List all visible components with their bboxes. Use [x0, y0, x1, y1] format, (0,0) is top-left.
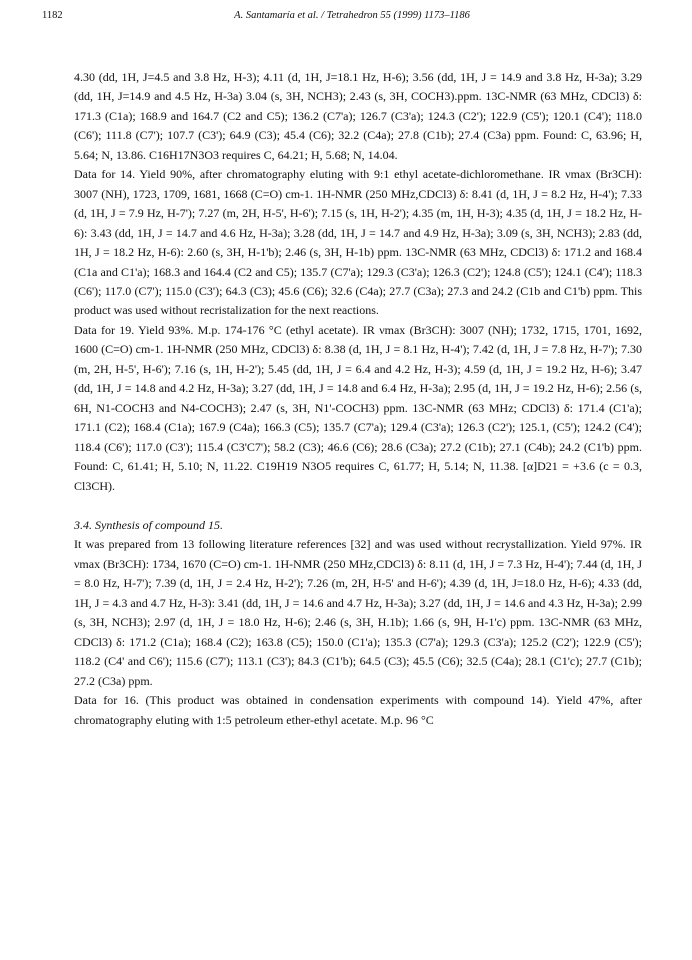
section-spacer	[74, 496, 642, 516]
running-title: A. Santamaría et al. / Tetrahedron 55 (1999) 1173–1186	[234, 10, 470, 21]
paragraph-compound-16-data: Data for 16. (This product was obtained in condensation experiments with compound 14). Yield 47%, after chromatography eluting with 1:5 petroleum ether-ethyl acetate. M.p. 96 °C	[74, 693, 642, 727]
page-header	[42, 10, 662, 26]
paragraph-compound-19-data: Data for 19. Yield 93%. M.p. 174-176 °C (ethyl acetate). IR νmax (Br3CH): 3007 (NH); 1732, 1715, 1701, 1692, 1600 (C=O) cm-1. 1H-NMR (250 MHz, CDCl3) δ: 8.38 (d, 1H, J = 8.1 Hz, H-4'); 7.42 (d, 1H, J = 7.8 Hz, H-7'); 7.30 (m, 2H, H-5', H-6'); 7.16 (s, 1H, H-2'); 5.45 (dd, 1H, J = 6.4 and 4.2 Hz, H-3); 4.59 (d, 1H, J = 19.2 Hz, H-6); 3.47 (dd, 1H, J = 14.8 and 4.2 Hz, H-3a); 3.27 (dd, 1H, J = 14.8 and 6.4 Hz, H-3a); 2.95 (d, 1H, J = 19.2 Hz, H-6); 2.56 (s, 6H, N1-COCH3 and N4-COCH3); 2.47 (s, 3H, N1'-COCH3) ppm. 13C-NMR (63 MHz; CDCl3) δ: 171.4 (C1'a); 171.1 (C2); 168.4 (C1a); 167.9 (C4a); 166.3 (C5); 135.7 (C7'a); 129.4 (C3'a); 126.3 (C2'); 125.1, (C5'); 124.2 (C4'); 118.4 (C6'); 117.0 (C3'); 115.4 (C3'C7'); 58.2 (C3); 46.6 (C6); 28.6 (C3a); 27.2 (C1b); 27.1 (C4b); 24.2 (C1'b) ppm. Found: C, 61.41; H, 5.10; N, 11.22. C19H19 N3O5 requires C, 61.77; H, 5.14; N, 11.38. [α]D21 = +3.6 (c = 0.3, Cl3CH).	[74, 322, 642, 493]
paragraph-compound-15-synthesis: It was prepared from 13 following literature references [32] and was used without recrystallization. Yield 97%. IR νmax (Br3CH): 1734, 1670 (C=O) cm-1. 1H-NMR (250 MHz,CDCl3) δ: 8.11 (d, 1H, J = 7.3 Hz, H-4'); 7.44 (d, 1H, J = 8.0 Hz, H-7'); 7.39 (d, 1H, J = 2.4 Hz, H-2'); 7.26 (m, 2H, H-5' and H-6'); 4.39 (d, 1H, J=18.0 Hz, H-6); 4.33 (dd, 1H, J = 4.3 and 4.7 Hz, H-3): 3.41 (dd, 1H, J = 14.6 and 4.7 Hz, H-3a); 3.27 (dd, 1H, J = 14.6 and 4.3 Hz, H-3a); 2.99 (s, 3H, NCH3); 2.97 (d, 1H, J = 18.0 Hz, H-6); 2.46 (s, 3H, H.1b); 1.66 (s, 9H, H-1'c) ppm. 13C-NMR (63 MHz, CDCl3) δ: 171.2 (C1a); 168.4 (C2); 163.8 (C5); 150.0 (C1'a); 135.3 (C7'a); 129.3 (C3'a); 125.2 (C2'); 122.9 (C5'); 118.2 (C4' and C6'); 115.6 (C7'); 113.1 (C3'); 84.3 (C1'b); 64.5 (C3); 45.5 (C6); 32.5 (C4a); 28.1 (C1'c); 27.7 (C1b); 27.2 (C3a) ppm.	[74, 537, 642, 688]
body-text	[74, 68, 642, 730]
paragraph-compound-13-data: 4.30 (dd, 1H, J=4.5 and 3.8 Hz, H-3); 4.11 (d, 1H, J=18.1 Hz, H-6); 3.56 (dd, 1H, J = 14.9 and 3.8 Hz, H-3a); 3.29 (dd, 1H, J=14.9 and 4.5 Hz, H-3a) 3.04 (s, 3H, NCH3); 2.43 (s, 3H, COCH3).ppm. 13C-NMR (63 MHz, CDCl3) δ: 171.3 (C1a); 168.9 and 164.7 (C2 and C5); 136.2 (C7'a); 126.7 (C3'a); 124.3 (C2'); 122.9 (C5'); 120.1 (C4'); 118.0 (C6'); 111.8 (C7'); 107.7 (C3'); 64.9 (C3); 45.4 (C6); 32.2 (C4a); 27.8 (C1b); 27.4 (C3a) ppm. Found: C, 63.96; H, 5.64; N, 13.86. C16H17N3O3 requires C, 64.21; H, 5.68; N, 14.04.	[74, 70, 642, 162]
paragraph-compound-14-data: Data for 14. Yield 90%, after chromatography eluting with 9:1 ethyl acetate-dichloromethane. IR νmax (Br3CH): 3007 (NH), 1723, 1709, 1681, 1668 (C=O) cm-1. 1H-NMR (250 MHz,CDCl3) δ: 8.41 (d, 1H, J = 8.2 Hz, H-4'); 7.33 (d, 1H, J = 7.9 Hz, H-7'); 7.27 (m, 2H, H-5', H-6'); 7.15 (s, 1H, H-2'); 4.35 (m, 1H, H-3); 4.35 (d, 1H, J = 18.2 Hz, H-6): 3.43 (dd, 1H, J = 14.7 and 4.6 Hz, H-3a); 3.28 (dd, 1H, J = 14.7 and 4.9 Hz, H-3a); 3.09 (s, 3H, NCH3); 2.83 (dd, 1H, J = 18.2 Hz, H-6): 2.60 (s, 3H, H-1'b); 2.46 (s, 3H, H-1b) ppm. 13C-NMR (63 MHz, CDCl3) δ: 171.2 and 168.4 (C1a and C1'a); 168.3 and 164.4 (C2 and C5); 135.7 (C7'a); 129.3 (C3'a); 126.3 (C2'); 124.8 (C5'); 124.1 (C4'); 118.3 (C6'); 117.0 (C7'); 115.0 (C3'); 64.3 (C3); 45.6 (C6); 32.6 (C4a); 27.7 (C3a); 27.3 and 24.2 (C1b and C1'b) ppm. This product was used without recristalization for the next reactions.	[74, 167, 642, 318]
page-number: 1182	[42, 10, 63, 21]
section-heading: 3.4. Synthesis of compound 15.	[74, 517, 223, 532]
